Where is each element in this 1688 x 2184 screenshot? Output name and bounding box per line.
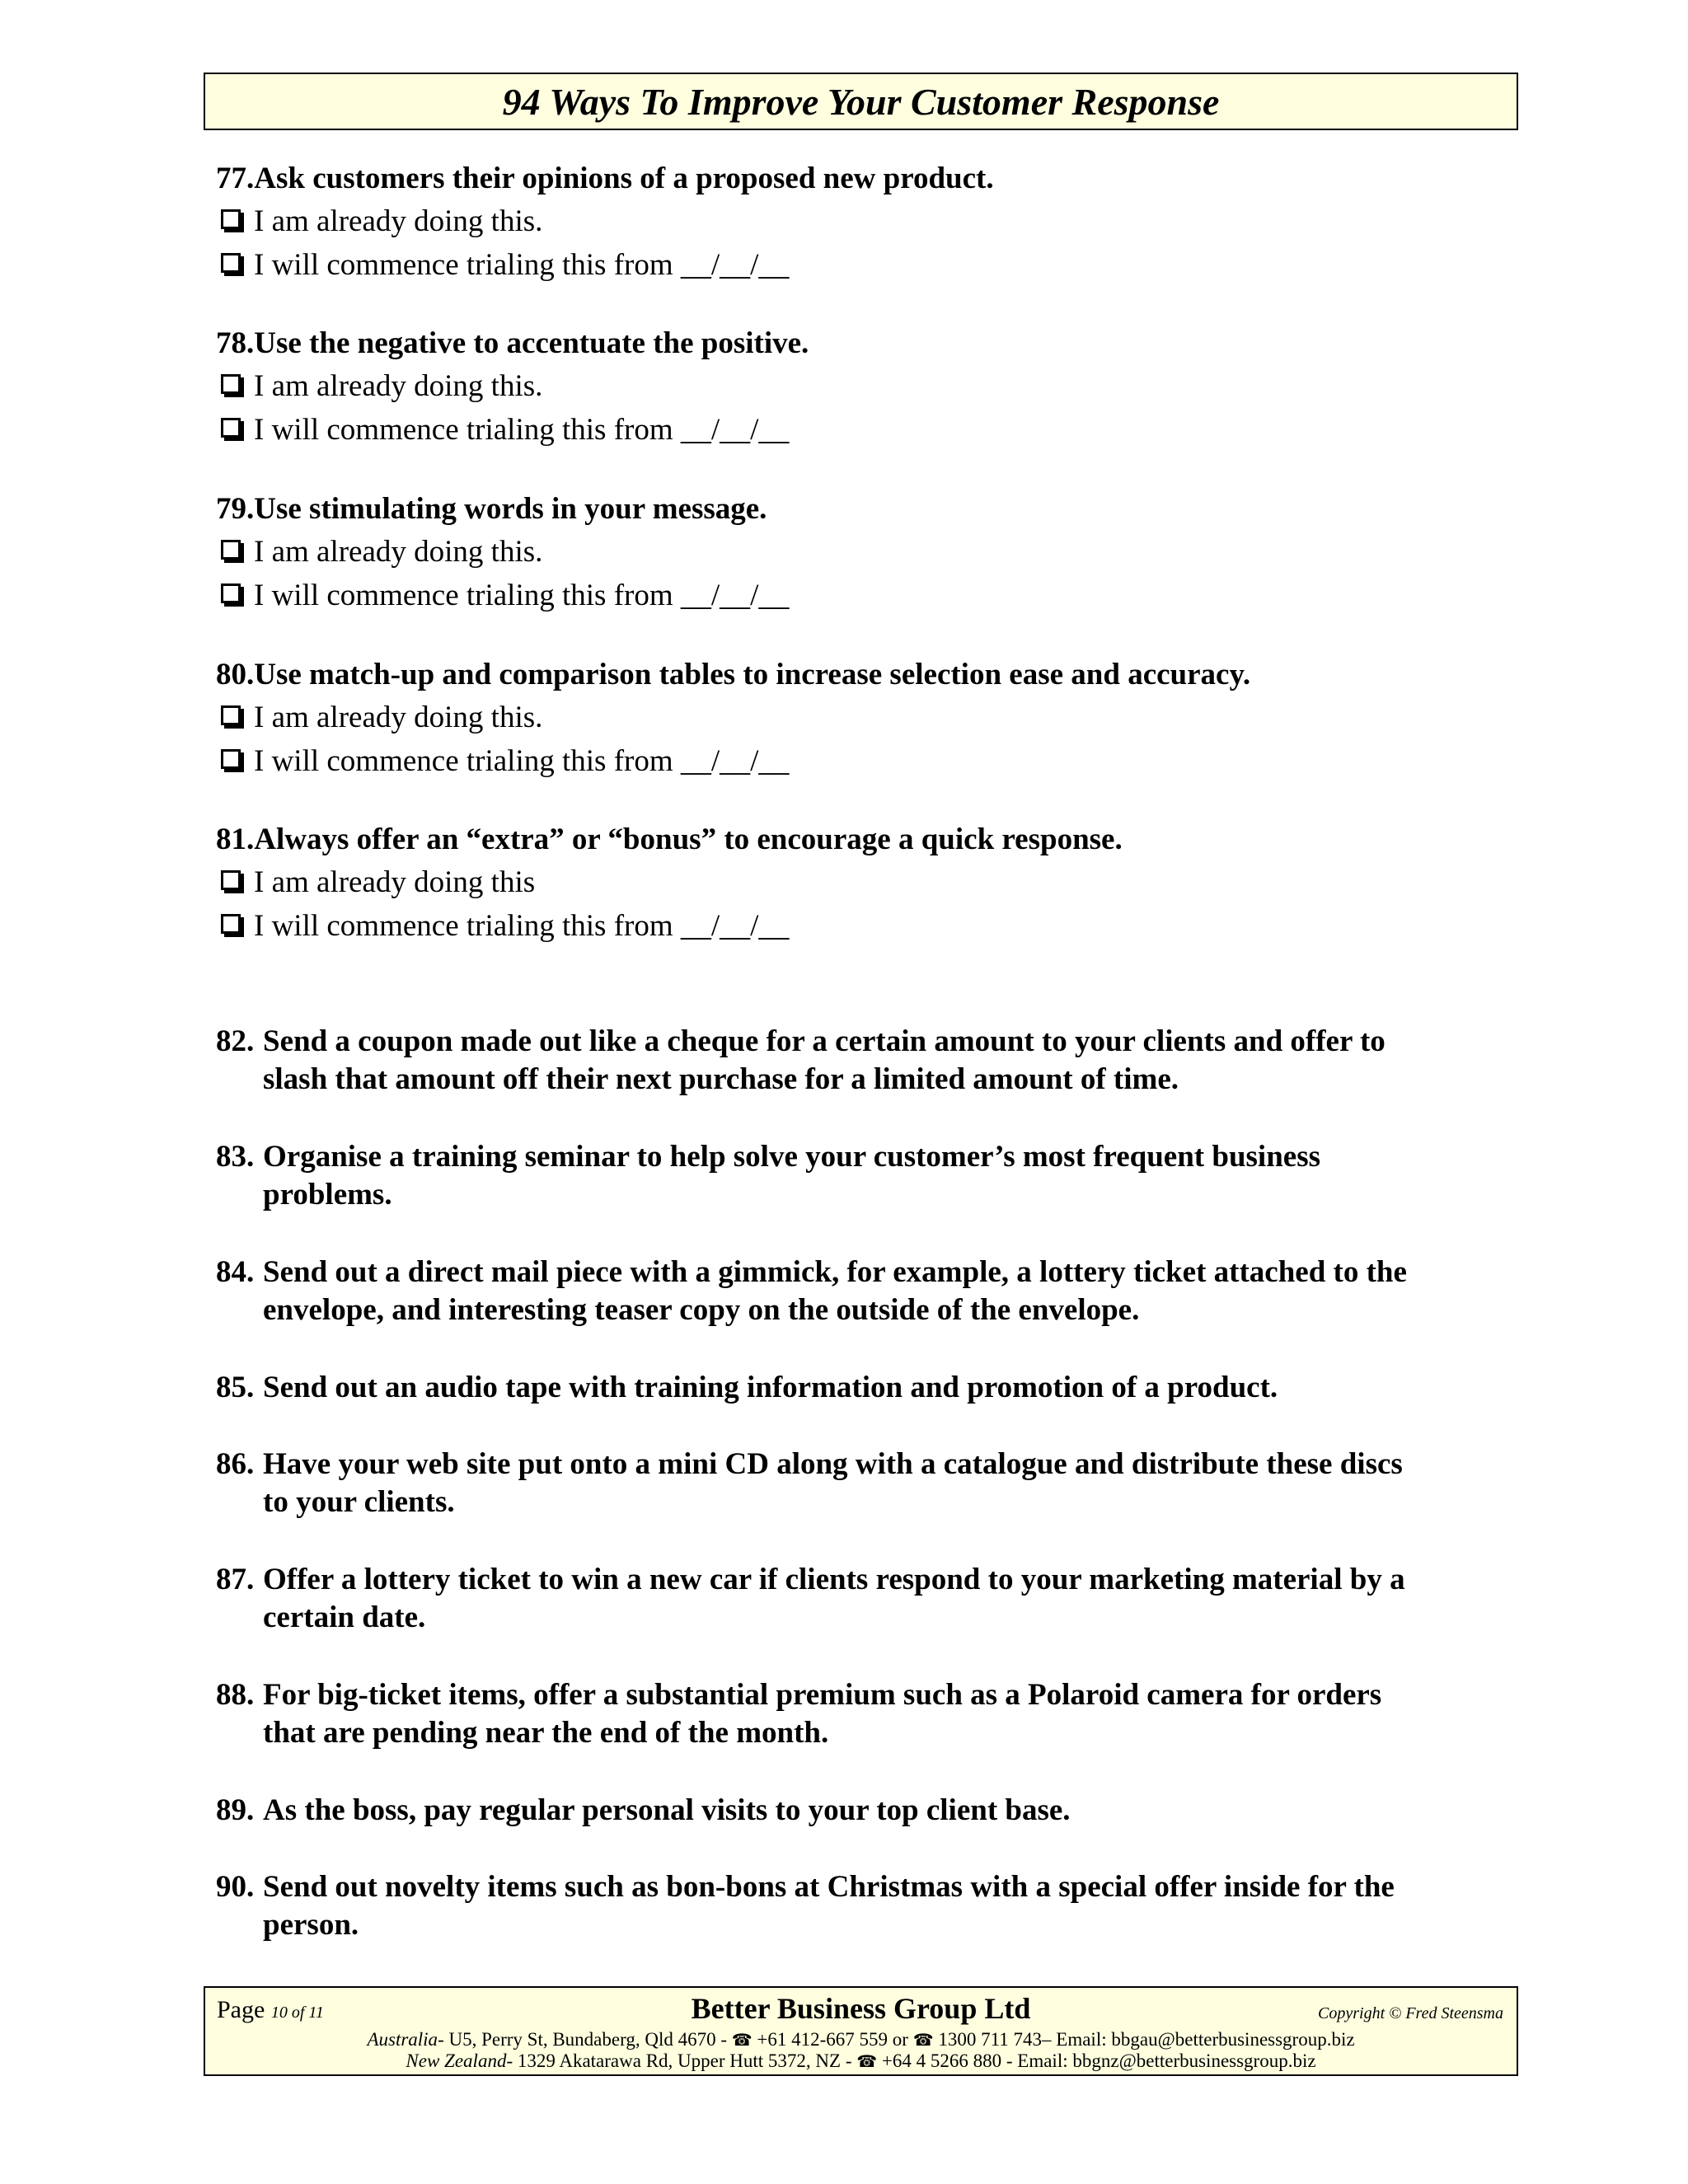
item-number: 86. bbox=[216, 1447, 255, 1481]
phone-icon: ☎ bbox=[731, 2032, 753, 2050]
list-item-89 bbox=[216, 1792, 1518, 1830]
item-text: problems. bbox=[263, 1178, 392, 1212]
item-number: 85. bbox=[216, 1371, 255, 1404]
list-item-85 bbox=[216, 1369, 1518, 1407]
checkbox-icon[interactable] bbox=[221, 540, 241, 560]
item-number: 82. bbox=[216, 1024, 255, 1058]
item-text: Send out novelty items such as bon-bons at Christmas with a special offer inside for the bbox=[263, 1870, 1395, 1904]
question-title: 81.Always offer an “extra” or “bonus” to encourage a quick response. bbox=[216, 823, 1123, 856]
option-label: I am already doing this. bbox=[254, 535, 543, 569]
document-title: 94 Ways To Improve Your Customer Response bbox=[502, 80, 1220, 123]
page-label: Page bbox=[217, 1996, 265, 2023]
item-text: certain date. bbox=[263, 1601, 426, 1634]
option-commence-trialing[interactable] bbox=[216, 739, 1518, 783]
question-79 bbox=[216, 489, 1518, 617]
phone-email-text: +64 4 5266 880 - Email: bbgnz@betterbusinessgroup.biz bbox=[881, 2050, 1316, 2071]
item-text: slash that amount off their next purchase for a limited amount of time. bbox=[263, 1062, 1179, 1096]
checkbox-icon[interactable] bbox=[221, 253, 241, 273]
checkbox-icon[interactable] bbox=[221, 583, 241, 603]
phone-text: +61 412-667 559 or bbox=[757, 2029, 913, 2050]
option-already-doing[interactable] bbox=[216, 530, 1518, 574]
checkbox-icon[interactable] bbox=[221, 914, 241, 934]
option-label: I am already doing this. bbox=[254, 204, 543, 238]
checkbox-icon[interactable] bbox=[221, 418, 241, 438]
question-title: 78.Use the negative to accentuate the positive. bbox=[216, 326, 809, 360]
option-already-doing[interactable] bbox=[216, 364, 1518, 408]
item-text: As the boss, pay regular personal visits to your top client base. bbox=[263, 1793, 1071, 1827]
checkbox-icon[interactable] bbox=[221, 705, 241, 725]
question-77 bbox=[216, 158, 1518, 287]
item-number: 87. bbox=[216, 1563, 255, 1596]
question-title: 77.Ask customers their opinions of a proposed new product. bbox=[216, 162, 994, 195]
country-label: Australia bbox=[367, 2029, 438, 2050]
company-name: Better Business Group Ltd bbox=[691, 1992, 1031, 2025]
option-already-doing[interactable] bbox=[216, 199, 1518, 243]
item-number: 88. bbox=[216, 1678, 255, 1712]
question-80 bbox=[216, 654, 1518, 783]
address-text: - U5, Perry St, Bundaberg, Qld 4670 - bbox=[438, 2029, 732, 2050]
question-78 bbox=[216, 323, 1518, 452]
list-item-90 bbox=[216, 1868, 1518, 1944]
question-81 bbox=[216, 819, 1518, 948]
option-label: I am already doing this. bbox=[254, 369, 543, 403]
option-label: I will commence trialing this from __/__/__ bbox=[254, 744, 790, 778]
phone-email-text: 1300 711 743– Email: bbgau@betterbusinessgroup.biz bbox=[938, 2029, 1355, 2050]
item-text: Send a coupon made out like a cheque for a certain amount to your clients and offer to bbox=[263, 1024, 1386, 1058]
option-label: I will commence trialing this from __/__/__ bbox=[254, 248, 790, 282]
copyright-notice: Copyright © Fred Steensma bbox=[1318, 2004, 1503, 2022]
item-text: person. bbox=[263, 1908, 359, 1942]
item-text: Send out a direct mail piece with a gimmick, for example, a lottery ticket attached to the bbox=[263, 1255, 1407, 1289]
item-number: 84. bbox=[216, 1255, 255, 1289]
page-header bbox=[204, 73, 1518, 130]
option-commence-trialing[interactable] bbox=[216, 408, 1518, 452]
question-title: 80.Use match-up and comparison tables to increase selection ease and accuracy. bbox=[216, 658, 1251, 691]
option-label: I will commence trialing this from __/__/__ bbox=[254, 413, 790, 447]
page-count: 10 of 11 bbox=[270, 2004, 324, 2022]
page-footer bbox=[204, 1986, 1518, 2076]
list-item-87 bbox=[216, 1561, 1518, 1637]
country-label: New Zealand bbox=[406, 2050, 507, 2071]
item-text: that are pending near the end of the month. bbox=[263, 1716, 829, 1750]
item-text: For big-ticket items, offer a substantial premium such as a Polaroid camera for orders bbox=[263, 1678, 1382, 1712]
option-commence-trialing[interactable] bbox=[216, 243, 1518, 287]
item-text: Send out an audio tape with training information and promotion of a product. bbox=[263, 1371, 1278, 1404]
new-zealand-contact bbox=[205, 2050, 1517, 2072]
phone-icon: ☎ bbox=[912, 2032, 934, 2050]
checkbox-icon[interactable] bbox=[221, 374, 241, 394]
checkbox-icon[interactable] bbox=[221, 870, 241, 890]
list-item-82 bbox=[216, 1023, 1518, 1099]
option-commence-trialing[interactable] bbox=[216, 574, 1518, 617]
list-item-88 bbox=[216, 1676, 1518, 1752]
item-number: 89. bbox=[216, 1793, 255, 1827]
option-label: I will commence trialing this from __/__/__ bbox=[254, 579, 790, 612]
option-already-doing[interactable] bbox=[216, 860, 1518, 904]
option-commence-trialing[interactable] bbox=[216, 904, 1518, 948]
list-item-83 bbox=[216, 1138, 1518, 1214]
option-label: I am already doing this bbox=[254, 865, 536, 899]
list-item-86 bbox=[216, 1446, 1518, 1521]
item-text: Offer a lottery ticket to win a new car if clients respond to your marketing material by a bbox=[263, 1563, 1405, 1596]
australia-contact bbox=[205, 2029, 1517, 2050]
option-already-doing[interactable] bbox=[216, 696, 1518, 739]
question-title: 79.Use stimulating words in your message. bbox=[216, 492, 767, 526]
item-number: 90. bbox=[216, 1870, 255, 1904]
list-item-84 bbox=[216, 1254, 1518, 1329]
item-text: envelope, and interesting teaser copy on the outside of the envelope. bbox=[263, 1293, 1140, 1327]
item-text: to your clients. bbox=[263, 1485, 455, 1519]
address-text: - 1329 Akatarawa Rd, Upper Hutt 5372, NZ - bbox=[506, 2050, 857, 2071]
option-label: I am already doing this. bbox=[254, 701, 543, 734]
checkbox-icon[interactable] bbox=[221, 209, 241, 229]
item-text: Organise a training seminar to help solve your customer’s most frequent business bbox=[263, 1140, 1321, 1174]
checkbox-icon[interactable] bbox=[221, 749, 241, 769]
phone-icon: ☎ bbox=[856, 2053, 878, 2071]
option-label: I will commence trialing this from __/__/__ bbox=[254, 909, 790, 943]
item-number: 83. bbox=[216, 1140, 255, 1174]
item-text: Have your web site put onto a mini CD along with a catalogue and distribute these discs bbox=[263, 1447, 1403, 1481]
